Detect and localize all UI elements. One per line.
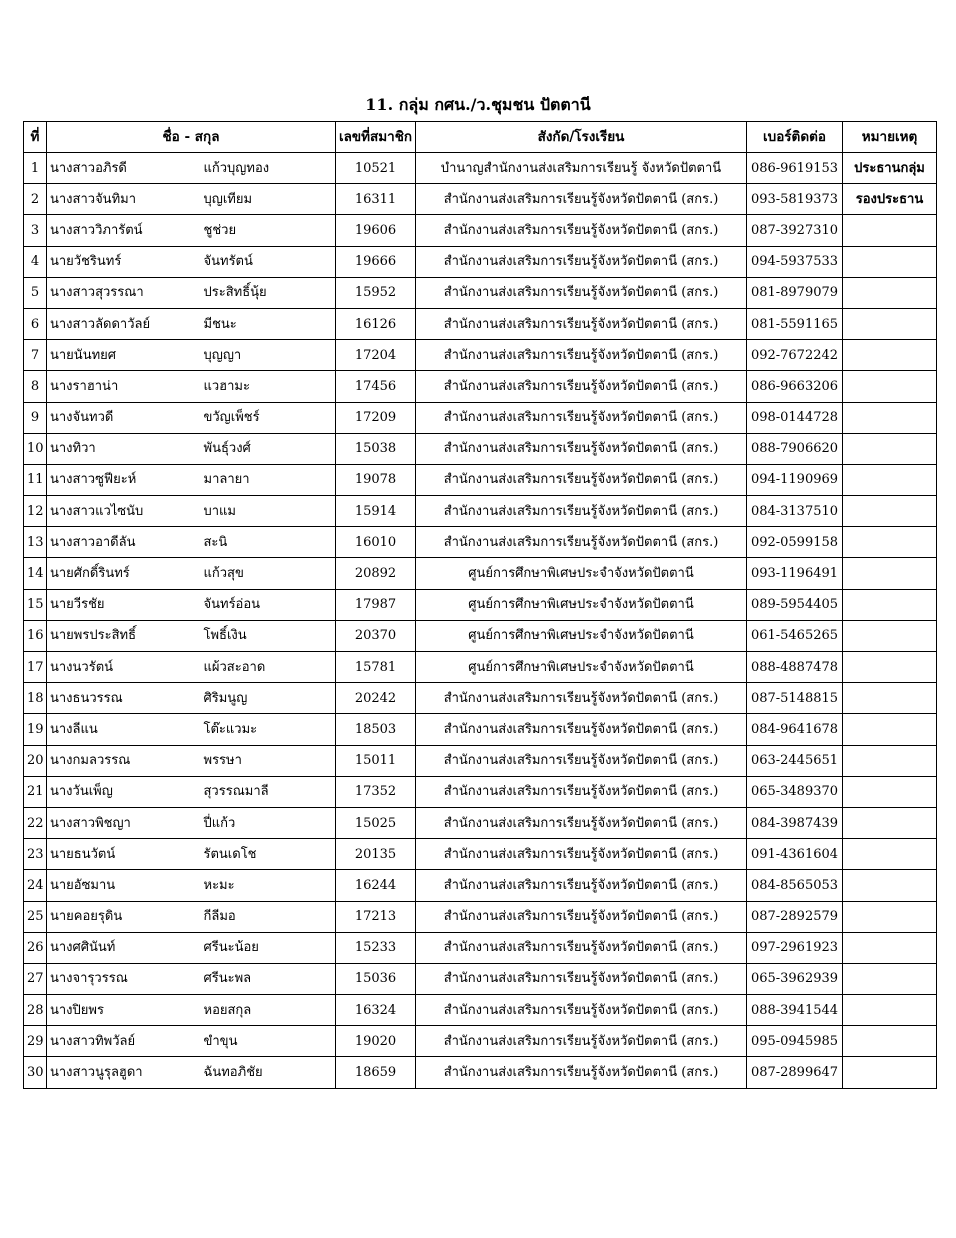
phone-number: 087-2899647 (747, 1057, 843, 1088)
table-row (24, 589, 937, 620)
affiliation: สำนักงานส่งเสริมการเรียนรู้จังหวัดปัตตานี (สกร.) (416, 745, 747, 776)
member-number: 15233 (336, 932, 416, 963)
phone-number: 093-1196491 (747, 558, 843, 589)
last-name: พรรษา (201, 745, 336, 776)
phone-number: 063-2445651 (747, 745, 843, 776)
row-number: 2 (24, 184, 47, 215)
member-number: 15011 (336, 745, 416, 776)
affiliation: สำนักงานส่งเสริมการเรียนรู้จังหวัดปัตตานี (สกร.) (416, 496, 747, 527)
last-name: ชูช่วย (201, 215, 336, 246)
member-number: 17209 (336, 402, 416, 433)
table-row (24, 277, 937, 308)
table-row (24, 371, 937, 402)
phone-number: 087-2892579 (747, 901, 843, 932)
first-name: นายนันทยศ (47, 340, 201, 371)
member-number: 16324 (336, 995, 416, 1026)
member-number: 19606 (336, 215, 416, 246)
affiliation: ศูนย์การศึกษาพิเศษประจำจังหวัดปัตตานี (416, 558, 747, 589)
member-number: 19666 (336, 246, 416, 277)
note (843, 901, 937, 932)
member-number: 20892 (336, 558, 416, 589)
last-name: ศรีนะพล (201, 963, 336, 994)
phone-number: 061-5465265 (747, 620, 843, 651)
member-number: 15952 (336, 277, 416, 308)
affiliation: สำนักงานส่งเสริมการเรียนรู้จังหวัดปัตตานี (สกร.) (416, 870, 747, 901)
member-number: 18659 (336, 1057, 416, 1088)
note (843, 464, 937, 495)
header-no: ที่ (24, 122, 47, 153)
table-row (24, 184, 937, 215)
note (843, 402, 937, 433)
member-number: 18503 (336, 714, 416, 745)
member-number: 16311 (336, 184, 416, 215)
affiliation: สำนักงานส่งเสริมการเรียนรู้จังหวัดปัตตานี (สกร.) (416, 371, 747, 402)
row-number: 22 (24, 807, 47, 838)
last-name: โพธิ์เงิน (201, 620, 336, 651)
first-name: นางสาวจันทิมา (47, 184, 201, 215)
member-number: 16244 (336, 870, 416, 901)
row-number: 14 (24, 558, 47, 589)
row-number: 17 (24, 652, 47, 683)
table-row (24, 215, 937, 246)
table-row (24, 652, 937, 683)
affiliation: สำนักงานส่งเสริมการเรียนรู้จังหวัดปัตตานี (สกร.) (416, 807, 747, 838)
member-number: 10521 (336, 153, 416, 184)
note (843, 1057, 937, 1088)
phone-number: 092-0599158 (747, 527, 843, 558)
member-number: 15038 (336, 433, 416, 464)
member-number: 17213 (336, 901, 416, 932)
last-name: มีชนะ (201, 308, 336, 339)
member-number: 19020 (336, 1026, 416, 1057)
row-number: 6 (24, 308, 47, 339)
first-name: นายคอยรุดิน (47, 901, 201, 932)
affiliation: สำนักงานส่งเสริมการเรียนรู้จังหวัดปัตตานี (สกร.) (416, 776, 747, 807)
last-name: ขวัญเพ็ชร์ (201, 402, 336, 433)
first-name: นางสาวพิชญา (47, 807, 201, 838)
table-row (24, 433, 937, 464)
note (843, 246, 937, 277)
affiliation: สำนักงานส่งเสริมการเรียนรู้จังหวัดปัตตานี (สกร.) (416, 215, 747, 246)
first-name: นางสาวซูฟียะห์ (47, 464, 201, 495)
row-number: 4 (24, 246, 47, 277)
header-note: หมายเหตุ (843, 122, 937, 153)
table-row (24, 308, 937, 339)
row-number: 23 (24, 839, 47, 870)
affiliation: สำนักงานส่งเสริมการเรียนรู้จังหวัดปัตตานี (สกร.) (416, 932, 747, 963)
row-number: 12 (24, 496, 47, 527)
first-name: นางสาวทิพวัลย์ (47, 1026, 201, 1057)
first-name: นางจันทวดี (47, 402, 201, 433)
last-name: บุญญา (201, 340, 336, 371)
table-row (24, 807, 937, 838)
last-name: บุญเทียม (201, 184, 336, 215)
last-name: จันทร์อ่อน (201, 589, 336, 620)
affiliation: สำนักงานส่งเสริมการเรียนรู้จังหวัดปัตตานี (สกร.) (416, 402, 747, 433)
table-row (24, 558, 937, 589)
note (843, 995, 937, 1026)
last-name: แผ้วสะอาด (201, 652, 336, 683)
first-name: นายวัชรินทร์ (47, 246, 201, 277)
phone-number: 065-3489370 (747, 776, 843, 807)
header-affiliation: สังกัด/โรงเรียน (416, 122, 747, 153)
last-name: ประสิทธิ์นุ้ย (201, 277, 336, 308)
table-row (24, 1057, 937, 1088)
last-name: ขำขุน (201, 1026, 336, 1057)
first-name: นางสาววิภารัตน์ (47, 215, 201, 246)
row-number: 13 (24, 527, 47, 558)
first-name: นางศศินันท์ (47, 932, 201, 963)
header-name: ชื่อ - สกุล (47, 122, 336, 153)
phone-number: 088-4887478 (747, 652, 843, 683)
member-number: 17352 (336, 776, 416, 807)
last-name: ปี่แก้ว (201, 807, 336, 838)
affiliation: สำนักงานส่งเสริมการเรียนรู้จังหวัดปัตตานี (สกร.) (416, 184, 747, 215)
row-number: 24 (24, 870, 47, 901)
row-number: 27 (24, 963, 47, 994)
last-name: แวฮามะ (201, 371, 336, 402)
table-row (24, 870, 937, 901)
member-number: 15025 (336, 807, 416, 838)
note (843, 340, 937, 371)
phone-number: 088-7906620 (747, 433, 843, 464)
member-number: 17204 (336, 340, 416, 371)
note (843, 433, 937, 464)
first-name: นางธนวรรณ (47, 683, 201, 714)
note (843, 839, 937, 870)
table-body (24, 153, 937, 1089)
first-name: นางสาวอาดีลัน (47, 527, 201, 558)
row-number: 11 (24, 464, 47, 495)
row-number: 16 (24, 620, 47, 651)
last-name: หะมะ (201, 870, 336, 901)
row-number: 9 (24, 402, 47, 433)
affiliation: สำนักงานส่งเสริมการเรียนรู้จังหวัดปัตตานี (สกร.) (416, 839, 747, 870)
note (843, 932, 937, 963)
table-row (24, 527, 937, 558)
note (843, 527, 937, 558)
member-number: 16010 (336, 527, 416, 558)
note (843, 1026, 937, 1057)
row-number: 8 (24, 371, 47, 402)
member-number: 17456 (336, 371, 416, 402)
phone-number: 081-5591165 (747, 308, 843, 339)
table-row (24, 153, 937, 184)
member-number: 15781 (336, 652, 416, 683)
affiliation: สำนักงานส่งเสริมการเรียนรู้จังหวัดปัตตานี (สกร.) (416, 995, 747, 1026)
last-name: แก้วบุญทอง (201, 153, 336, 184)
note: ประธานกลุ่ม (843, 153, 937, 184)
note (843, 776, 937, 807)
first-name: นางทิวา (47, 433, 201, 464)
first-name: นางราฮาน่า (47, 371, 201, 402)
last-name: แก้วสุข (201, 558, 336, 589)
phone-number: 088-3941544 (747, 995, 843, 1026)
table-row (24, 714, 937, 745)
note (843, 963, 937, 994)
member-number: 15914 (336, 496, 416, 527)
member-number: 20370 (336, 620, 416, 651)
last-name: พันธุ์วงศ์ (201, 433, 336, 464)
note (843, 308, 937, 339)
phone-number: 093-5819373 (747, 184, 843, 215)
affiliation: สำนักงานส่งเสริมการเรียนรู้จังหวัดปัตตานี (สกร.) (416, 1026, 747, 1057)
affiliation: สำนักงานส่งเสริมการเรียนรู้จังหวัดปัตตานี (สกร.) (416, 714, 747, 745)
table-row (24, 932, 937, 963)
table-row (24, 402, 937, 433)
note (843, 870, 937, 901)
last-name: จันทรัตน์ (201, 246, 336, 277)
row-number: 1 (24, 153, 47, 184)
phone-number: 084-8565053 (747, 870, 843, 901)
last-name: มาลายา (201, 464, 336, 495)
phone-number: 095-0945985 (747, 1026, 843, 1057)
table-row (24, 1026, 937, 1057)
affiliation: ศูนย์การศึกษาพิเศษประจำจังหวัดปัตตานี (416, 589, 747, 620)
phone-number: 091-4361604 (747, 839, 843, 870)
affiliation: สำนักงานส่งเสริมการเรียนรู้จังหวัดปัตตานี (สกร.) (416, 963, 747, 994)
header-member-no: เลขที่สมาชิก (336, 122, 416, 153)
last-name: ฉันทอภิชัย (201, 1057, 336, 1088)
row-number: 15 (24, 589, 47, 620)
phone-number: 084-9641678 (747, 714, 843, 745)
page-title: 11. กลุ่ม กศน./ว.ชุมชน ปัตตานี (365, 95, 591, 114)
affiliation: สำนักงานส่งเสริมการเรียนรู้จังหวัดปัตตานี (สกร.) (416, 308, 747, 339)
last-name: สุวรรณมาลี (201, 776, 336, 807)
affiliation: สำนักงานส่งเสริมการเรียนรู้จังหวัดปัตตานี (สกร.) (416, 527, 747, 558)
note (843, 807, 937, 838)
note: รองประธาน (843, 184, 937, 215)
first-name: นางนวรัตน์ (47, 652, 201, 683)
note (843, 620, 937, 651)
last-name: โต๊ะแวมะ (201, 714, 336, 745)
first-name: นางปิยพร (47, 995, 201, 1026)
first-name: นางสาวนูรุลฮูดา (47, 1057, 201, 1088)
phone-number: 092-7672242 (747, 340, 843, 371)
row-number: 21 (24, 776, 47, 807)
note (843, 277, 937, 308)
first-name: นายศักดิ์รินทร์ (47, 558, 201, 589)
first-name: นายวีรชัย (47, 589, 201, 620)
affiliation: สำนักงานส่งเสริมการเรียนรู้จังหวัดปัตตานี (สกร.) (416, 340, 747, 371)
last-name: สะนิ (201, 527, 336, 558)
row-number: 25 (24, 901, 47, 932)
header-row (24, 122, 937, 153)
affiliation: สำนักงานส่งเสริมการเรียนรู้จังหวัดปัตตานี (สกร.) (416, 683, 747, 714)
phone-number: 094-1190969 (747, 464, 843, 495)
first-name: นางลีแน (47, 714, 201, 745)
note (843, 215, 937, 246)
phone-number: 087-5148815 (747, 683, 843, 714)
row-number: 5 (24, 277, 47, 308)
note (843, 714, 937, 745)
first-name: นางสาวอภิรดี (47, 153, 201, 184)
member-number: 15036 (336, 963, 416, 994)
row-number: 10 (24, 433, 47, 464)
table-row (24, 995, 937, 1026)
affiliation: สำนักงานส่งเสริมการเรียนรู้จังหวัดปัตตานี (สกร.) (416, 433, 747, 464)
phone-number: 086-9663206 (747, 371, 843, 402)
row-number: 18 (24, 683, 47, 714)
table-row (24, 340, 937, 371)
note (843, 683, 937, 714)
table-row (24, 745, 937, 776)
member-number: 20135 (336, 839, 416, 870)
row-number: 19 (24, 714, 47, 745)
note (843, 371, 937, 402)
first-name: นางจารุวรรณ (47, 963, 201, 994)
table-row (24, 839, 937, 870)
phone-number: 087-3927310 (747, 215, 843, 246)
member-table (23, 121, 937, 1089)
table-row (24, 620, 937, 651)
phone-number: 081-8979079 (747, 277, 843, 308)
phone-number: 084-3987439 (747, 807, 843, 838)
affiliation: สำนักงานส่งเสริมการเรียนรู้จังหวัดปัตตานี (สกร.) (416, 901, 747, 932)
table-row (24, 683, 937, 714)
first-name: นางสาวลัดดาวัลย์ (47, 308, 201, 339)
row-number: 20 (24, 745, 47, 776)
header-phone: เบอร์ติดต่อ (747, 122, 843, 153)
table-row (24, 464, 937, 495)
row-number: 28 (24, 995, 47, 1026)
phone-number: 086-9619153 (747, 153, 843, 184)
phone-number: 065-3962939 (747, 963, 843, 994)
affiliation: ศูนย์การศึกษาพิเศษประจำจังหวัดปัตตานี (416, 652, 747, 683)
row-number: 7 (24, 340, 47, 371)
table-row (24, 496, 937, 527)
phone-number: 094-5937533 (747, 246, 843, 277)
table-row (24, 963, 937, 994)
first-name: นายอัซมาน (47, 870, 201, 901)
last-name: กีลีมอ (201, 901, 336, 932)
note (843, 496, 937, 527)
member-number: 16126 (336, 308, 416, 339)
affiliation: สำนักงานส่งเสริมการเรียนรู้จังหวัดปัตตานี (สกร.) (416, 464, 747, 495)
last-name: ศิริมนูญ (201, 683, 336, 714)
last-name: บาแม (201, 496, 336, 527)
member-number: 20242 (336, 683, 416, 714)
last-name: รัตนเดโช (201, 839, 336, 870)
affiliation: ศูนย์การศึกษาพิเศษประจำจังหวัดปัตตานี (416, 620, 747, 651)
note (843, 589, 937, 620)
table-row (24, 901, 937, 932)
first-name: นางวันเพ็ญ (47, 776, 201, 807)
last-name: หอยสกุล (201, 995, 336, 1026)
last-name: ศรีนะน้อย (201, 932, 336, 963)
first-name: นางสาวสุวรรณา (47, 277, 201, 308)
affiliation: สำนักงานส่งเสริมการเรียนรู้จังหวัดปัตตานี (สกร.) (416, 277, 747, 308)
table-row (24, 246, 937, 277)
row-number: 3 (24, 215, 47, 246)
first-name: นายธนวัตน์ (47, 839, 201, 870)
note (843, 652, 937, 683)
table-row (24, 776, 937, 807)
phone-number: 084-3137510 (747, 496, 843, 527)
member-number: 17987 (336, 589, 416, 620)
phone-number: 089-5954405 (747, 589, 843, 620)
affiliation: สำนักงานส่งเสริมการเรียนรู้จังหวัดปัตตานี (สกร.) (416, 1057, 747, 1088)
first-name: นางสาวแวไซนับ (47, 496, 201, 527)
note (843, 745, 937, 776)
first-name: นางกมลวรรณ (47, 745, 201, 776)
phone-number: 098-0144728 (747, 402, 843, 433)
first-name: นายพรประสิทธิ์ (47, 620, 201, 651)
note (843, 558, 937, 589)
member-number: 19078 (336, 464, 416, 495)
row-number: 30 (24, 1057, 47, 1088)
row-number: 29 (24, 1026, 47, 1057)
affiliation: สำนักงานส่งเสริมการเรียนรู้จังหวัดปัตตานี (สกร.) (416, 246, 747, 277)
phone-number: 097-2961923 (747, 932, 843, 963)
row-number: 26 (24, 932, 47, 963)
affiliation: บำนาญสำนักงานส่งเสริมการเรียนรู้ จังหวัดปัตตานี (416, 153, 747, 184)
